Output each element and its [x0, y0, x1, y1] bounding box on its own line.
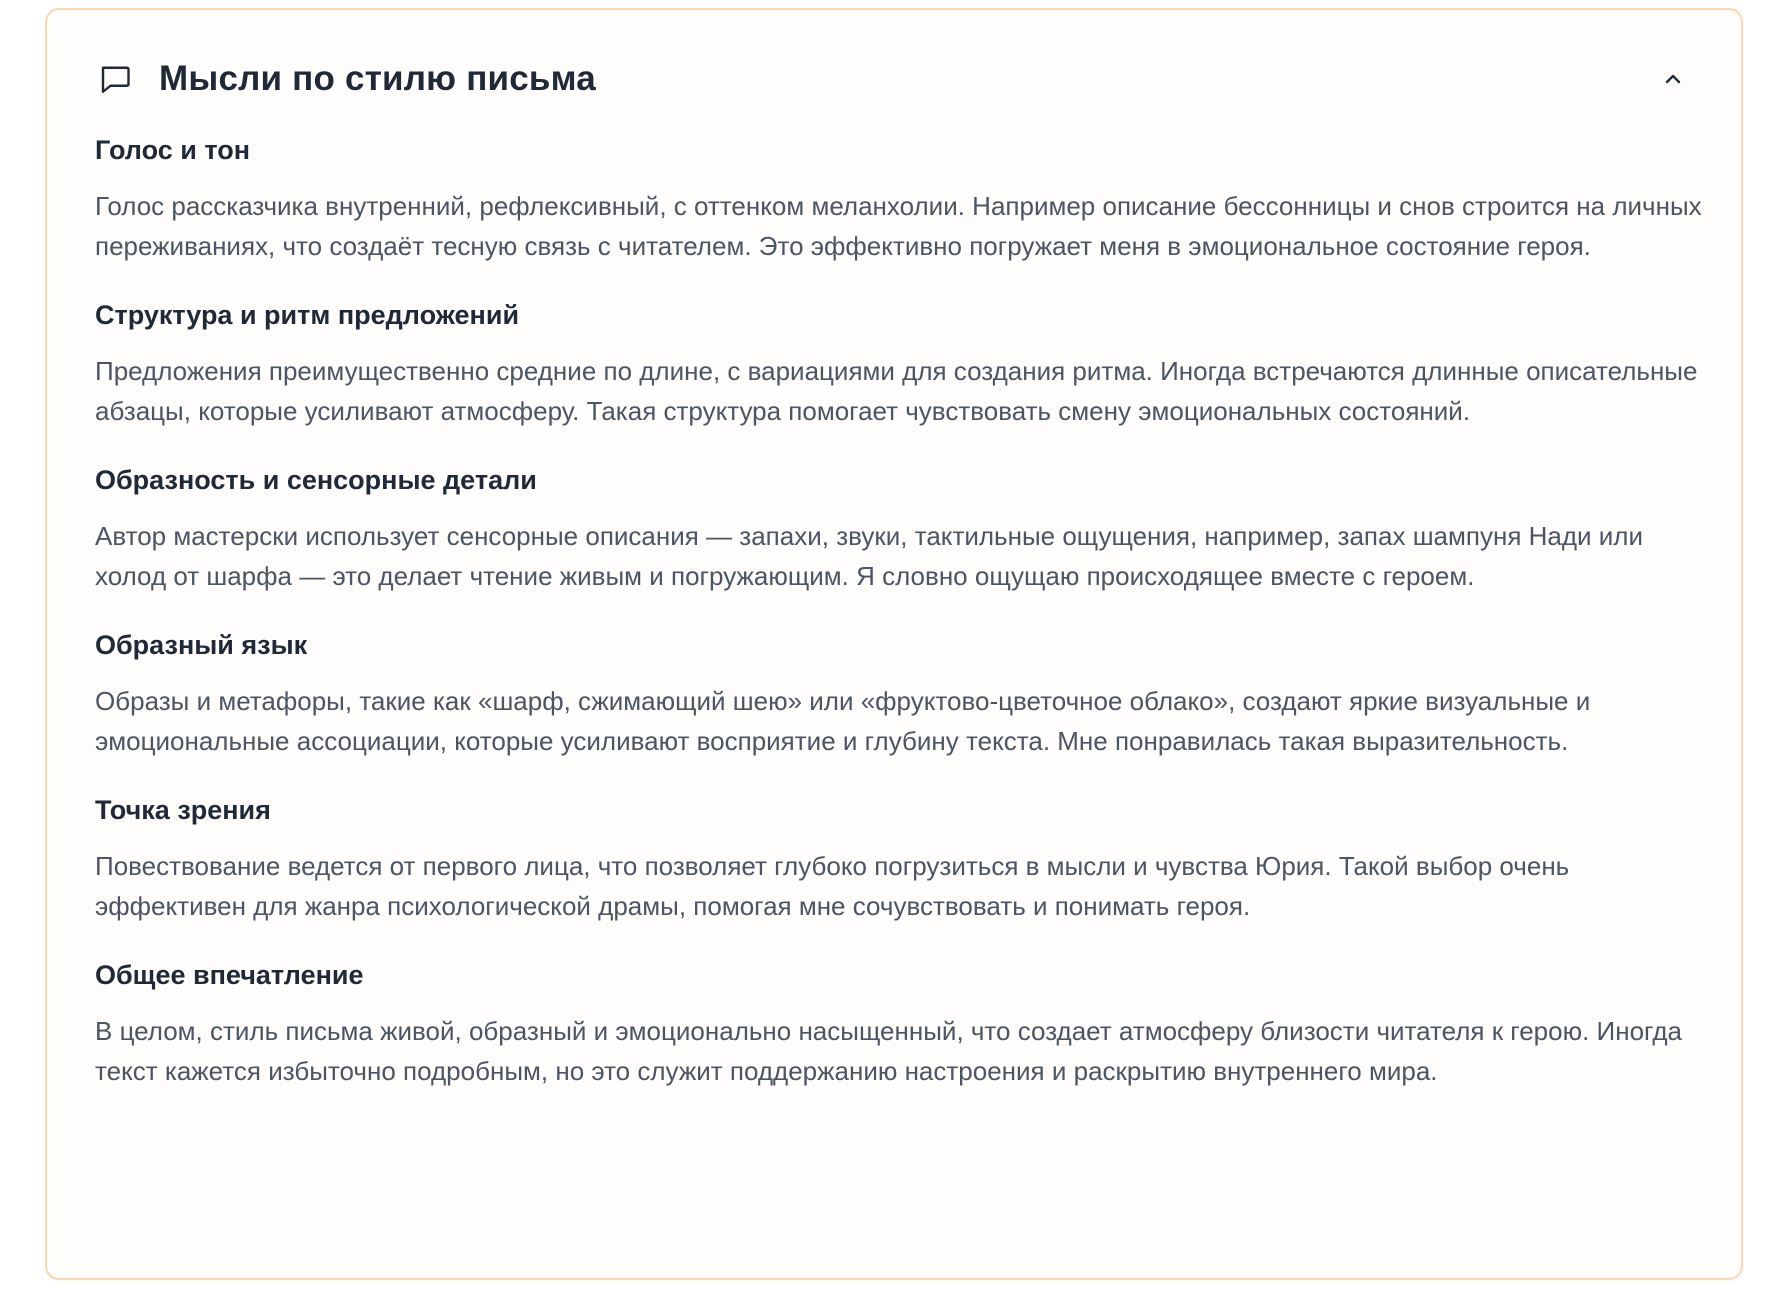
section-figurative-language	[95, 625, 1715, 761]
section-overall-impression	[95, 955, 1715, 1091]
section-heading: Голос и тон	[95, 135, 250, 165]
section-text: Повествование ведется от первого лица, что позволяет глубоко погрузиться в мысли и чувства Юрия. Такой выбор очень эффективен для жанра психологической драмы, помогая мне сочувствовать и понимать героя.	[95, 851, 1570, 921]
section-heading: Общее впечатление	[95, 960, 364, 990]
section-text: Голос рассказчика внутренний, рефлексивный, с оттенком меланхолии. Например описание бессонницы и снов строится на личных переживаниях, что создаёт тесную связь с читателем. Это эффективно погружает меня в эмоциональное состояние героя.	[95, 191, 1702, 261]
section-imagery-sensory	[95, 460, 1715, 596]
section-text: Предложения преимущественно средние по длине, с вариациями для создания ритма. Иногда встречаются длинные описательные абзацы, которые усиливают атмосферу. Такая структура помогает чувствовать смену эмоциональных состояний.	[95, 356, 1698, 426]
section-text: Автор мастерски использует сенсорные описания — запахи, звуки, тактильные ощущения, например, запах шампуня Нади или холод от шарфа — это делает чтение живым и погружающим. Я словно ощущаю происходящее вместе с героем.	[95, 521, 1644, 591]
section-heading: Образность и сенсорные детали	[95, 465, 537, 495]
collapse-button[interactable]	[1653, 59, 1693, 99]
card-title: Мысли по стилю письма	[159, 59, 596, 98]
section-voice-tone	[95, 130, 1715, 266]
writing-style-card	[45, 8, 1743, 1280]
section-heading: Образный язык	[95, 630, 308, 660]
chevron-up-icon	[1661, 67, 1685, 91]
comment-icon	[95, 59, 135, 99]
section-text: В целом, стиль письма живой, образный и эмоционально насыщенный, что создает атмосферу близости читателя к герою. Иногда текст кажется избыточно подробным, но это служит поддержанию настроения и раскрытию внутреннего мира.	[95, 1016, 1682, 1086]
section-heading: Точка зрения	[95, 795, 271, 825]
card-body	[95, 130, 1715, 1120]
card-header[interactable]	[95, 48, 1693, 110]
section-structure-rhythm	[95, 295, 1715, 431]
section-point-of-view	[95, 790, 1715, 926]
section-heading: Структура и ритм предложений	[95, 300, 520, 330]
section-text: Образы и метафоры, такие как «шарф, сжимающий шею» или «фруктово-цветочное облако», создают яркие визуальные и эмоциональные ассоциации, которые усиливают восприятие и глубину текста. Мне понравилась такая выразительность.	[95, 686, 1591, 756]
